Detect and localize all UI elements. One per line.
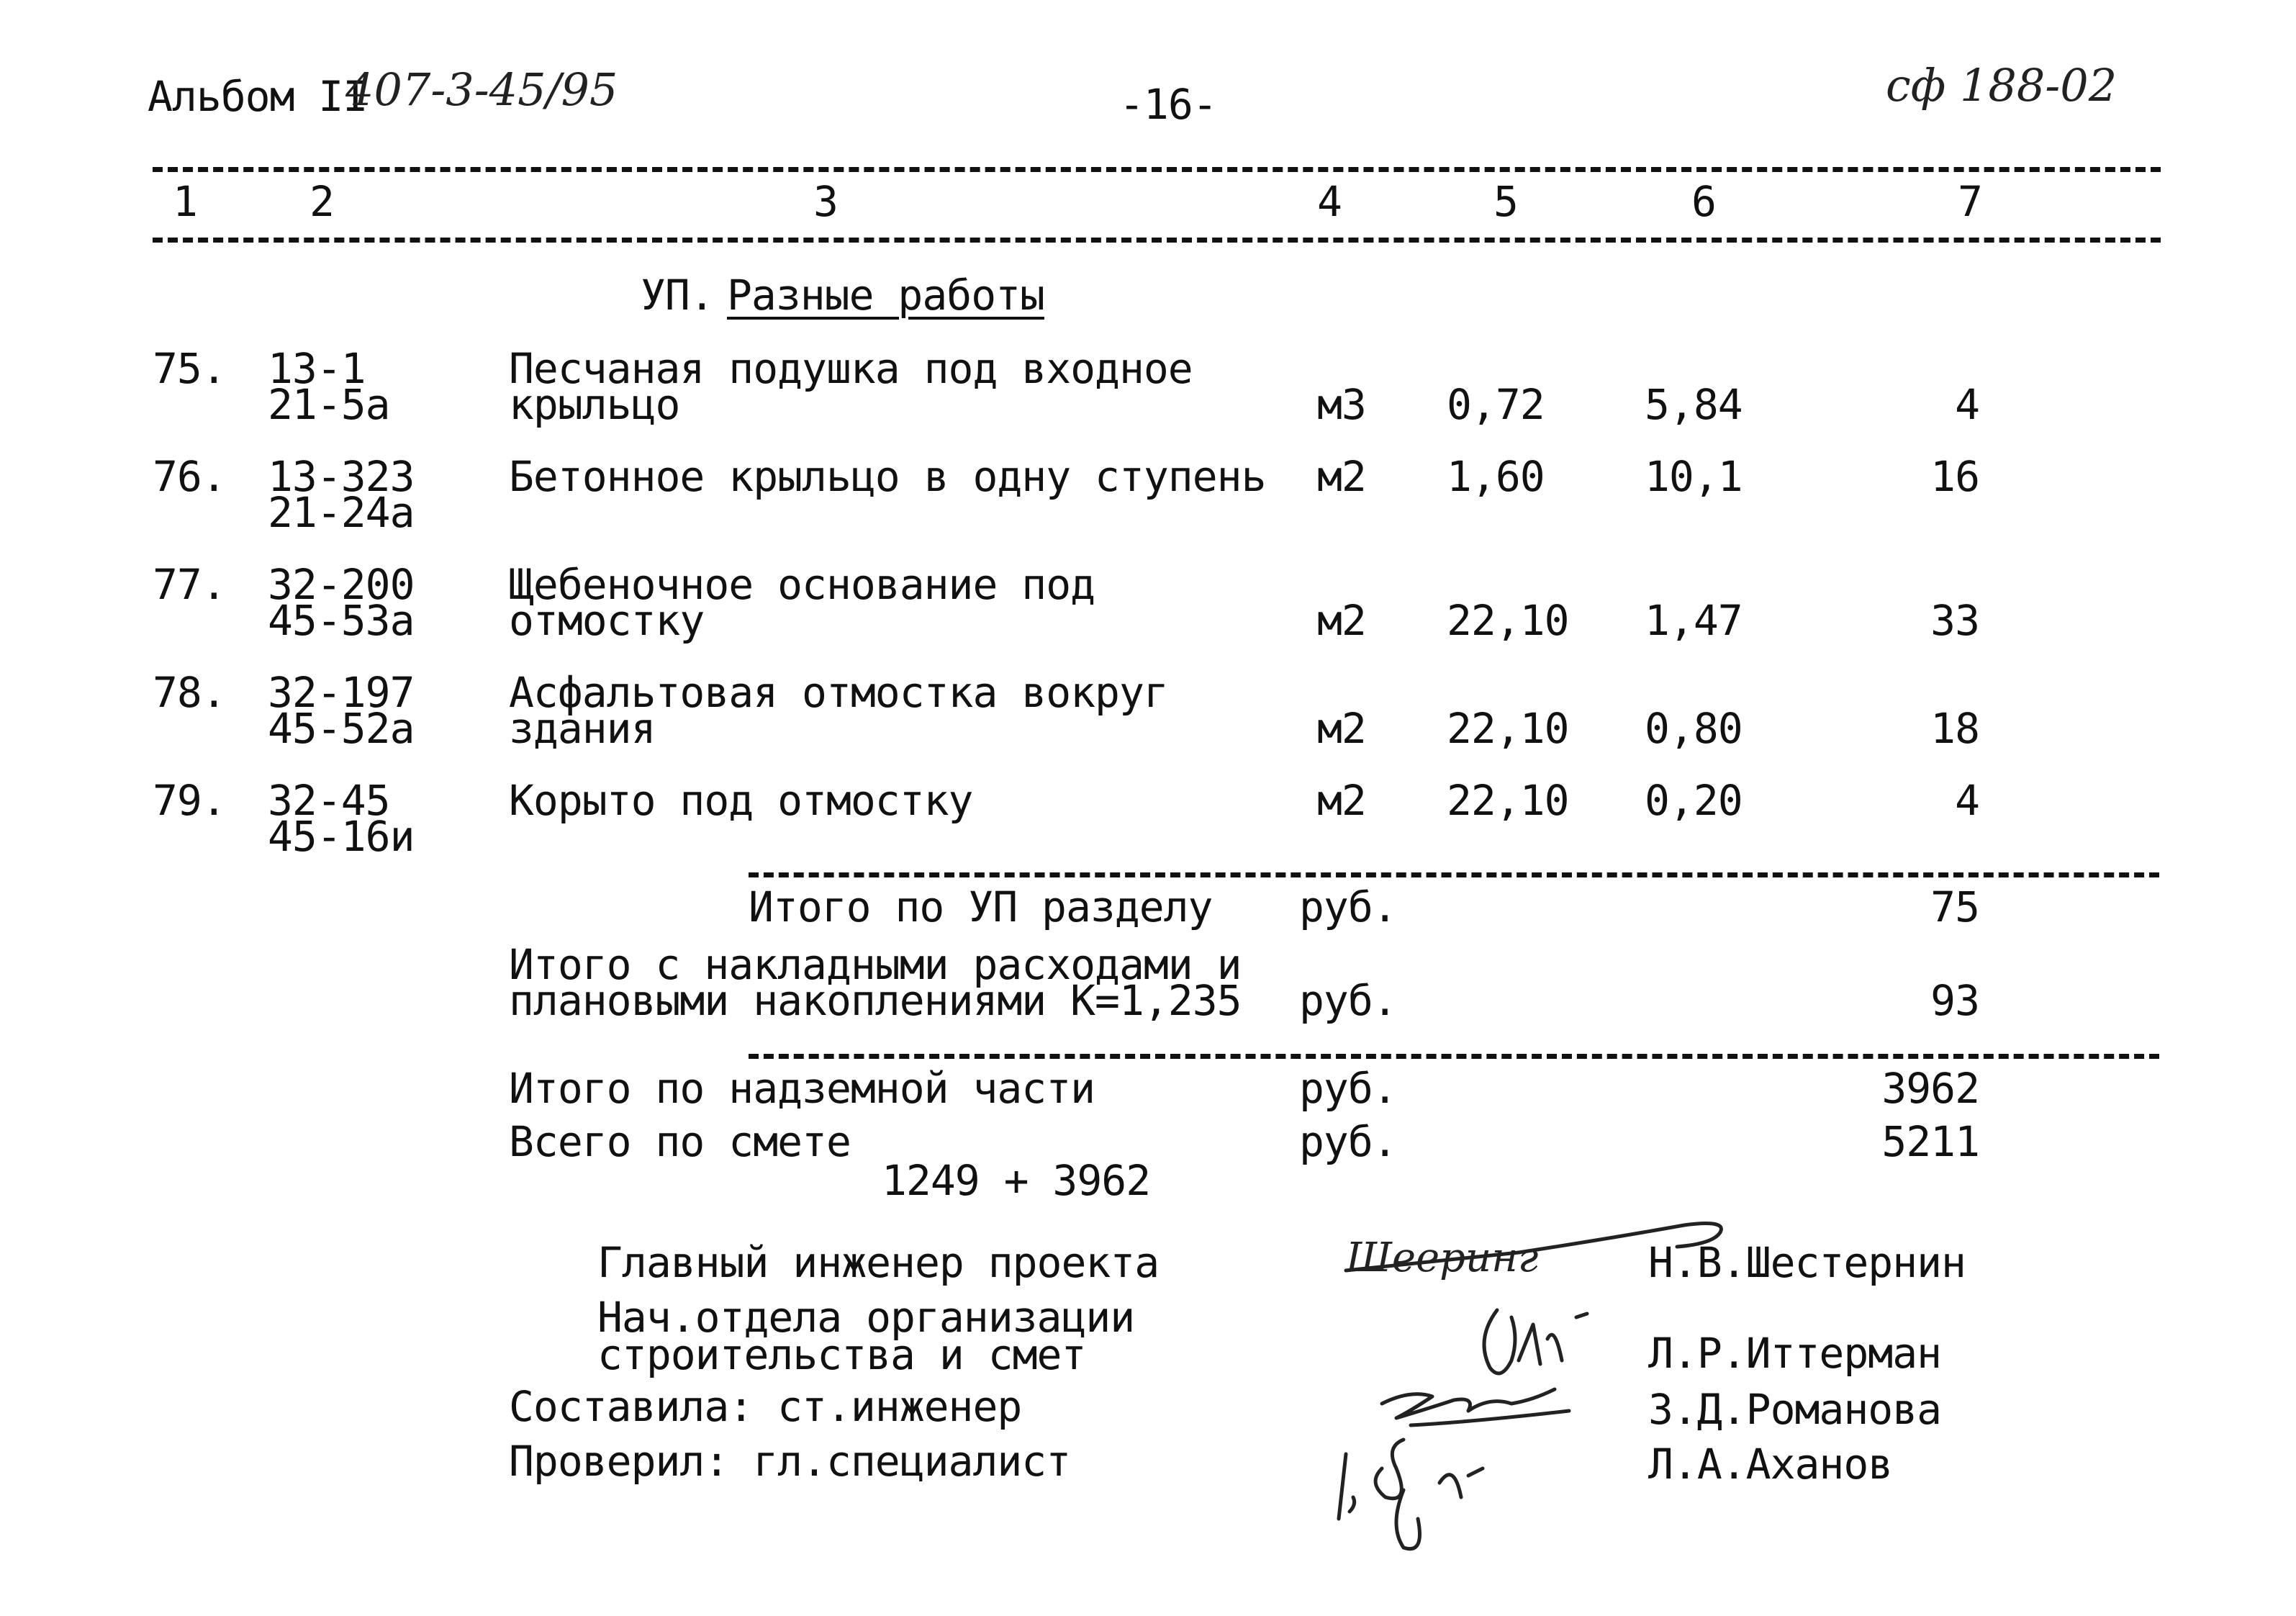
- dept-head-title: Нач.отдела организации: [597, 1293, 1135, 1342]
- column-header-4: 4: [1317, 177, 1342, 226]
- overhead-total-unit: руб.: [1299, 976, 1397, 1025]
- totals-top-rule: [749, 872, 2159, 877]
- row-unit-price: 5,84: [1645, 380, 1743, 429]
- checked-by-signature: [1317, 1425, 1547, 1569]
- chief-engineer-handwriting: Шееринг: [1346, 1234, 1539, 1281]
- section-prefix: УП.: [641, 271, 714, 320]
- row-code: 13-323: [268, 452, 415, 501]
- section-title: Разные работы: [727, 271, 1044, 320]
- row-total: 4: [1955, 776, 1979, 825]
- row-code: 32-197: [268, 668, 415, 717]
- grand-total-label: Всего по смете: [509, 1117, 851, 1166]
- row-quantity: 1,60: [1447, 452, 1545, 501]
- row-number: 75.: [153, 344, 226, 393]
- row-description: Бетонное крыльцо в одну ступень: [509, 452, 1266, 501]
- row-unit: м2: [1317, 776, 1366, 825]
- row-quantity: 22,10: [1447, 596, 1569, 645]
- row-description-cont: отмостку: [509, 596, 705, 645]
- row-code: 32-45: [268, 776, 390, 825]
- row-description: Асфальтовая отмостка вокруг: [509, 668, 1168, 717]
- column-header-5: 5: [1493, 177, 1518, 226]
- row-unit-price: 0,20: [1645, 776, 1743, 825]
- row-code-secondary: 45-53а: [268, 596, 415, 645]
- row-total: 33: [1930, 596, 1979, 645]
- row-number: 78.: [153, 668, 226, 717]
- row-number: 79.: [153, 776, 226, 825]
- header-bottom-rule: [153, 238, 2161, 243]
- row-code: 32-200: [268, 560, 415, 609]
- row-code-secondary: 21-24а: [268, 488, 415, 537]
- row-description-cont: здания: [509, 704, 656, 753]
- row-total: 4: [1955, 380, 1979, 429]
- dept-head-name: Л.Р.Иттерман: [1648, 1329, 1942, 1378]
- row-description: Песчаная подушка под входное: [509, 344, 1193, 393]
- above-ground-total-value: 3962: [1881, 1064, 1979, 1113]
- row-code-secondary: 21-5а: [268, 380, 390, 429]
- row-unit: м2: [1317, 452, 1366, 501]
- row-quantity: 0,72: [1447, 380, 1545, 429]
- row-unit-price: 0,80: [1645, 704, 1743, 753]
- checked-by-name: Л.А.Аханов: [1648, 1440, 1893, 1489]
- row-unit: м3: [1317, 380, 1366, 429]
- totals-middle-rule: [749, 1054, 2159, 1059]
- grand-total-formula: 1249 + 3962: [882, 1156, 1151, 1205]
- album-label: Альбом II: [148, 72, 368, 121]
- section-total-label: Итого по УП разделу: [749, 883, 1213, 931]
- album-code: 407-3-45/95: [345, 63, 618, 116]
- row-total: 18: [1930, 704, 1979, 753]
- overhead-total-value: 93: [1930, 976, 1979, 1025]
- row-total: 16: [1930, 452, 1979, 501]
- row-quantity: 22,10: [1447, 704, 1569, 753]
- page-number: -16-: [1119, 80, 1217, 129]
- row-unit-price: 10,1: [1645, 452, 1743, 501]
- row-unit-price: 1,47: [1645, 596, 1743, 645]
- grand-total-value: 5211: [1881, 1117, 1979, 1166]
- section-total-value: 75: [1930, 883, 1979, 931]
- section-total-unit: руб.: [1299, 883, 1397, 931]
- chief-engineer-name: Н.В.Шестернин: [1648, 1238, 1966, 1287]
- checked-by-title: Проверил: гл.специалист: [509, 1437, 1071, 1486]
- sheet-code: сф 188-02: [1886, 59, 2118, 112]
- column-header-6: 6: [1691, 177, 1716, 226]
- dept-head-title-cont: строительства и смет: [597, 1330, 1086, 1379]
- row-code-secondary: 45-52а: [268, 704, 415, 753]
- compiled-by-title: Составила: ст.инженер: [509, 1382, 1022, 1431]
- row-description: Щебеночное основание под: [509, 560, 1095, 609]
- row-number: 77.: [153, 560, 226, 609]
- row-code: 13-1: [268, 344, 366, 393]
- column-header-7: 7: [1958, 177, 1982, 226]
- column-header-2: 2: [309, 177, 334, 226]
- row-quantity: 22,10: [1447, 776, 1569, 825]
- overhead-total-label: Итого с накладными расходами и: [509, 940, 1242, 989]
- row-unit: м2: [1317, 596, 1366, 645]
- column-header-1: 1: [173, 177, 197, 226]
- header-top-rule: [153, 167, 2161, 172]
- chief-engineer-title: Главный инженер проекта: [597, 1238, 1160, 1287]
- row-code-secondary: 45-16и: [268, 812, 415, 861]
- grand-total-unit: руб.: [1299, 1117, 1397, 1166]
- compiled-by-name: З.Д.Романова: [1648, 1385, 1942, 1434]
- column-header-3: 3: [813, 177, 838, 226]
- row-description: Корыто под отмостку: [509, 776, 973, 825]
- overhead-total-label-cont: плановыми накоплениями К=1,235: [509, 976, 1242, 1025]
- above-ground-total-unit: руб.: [1299, 1064, 1397, 1113]
- row-number: 76.: [153, 452, 226, 501]
- above-ground-total-label: Итого по надземной части: [509, 1064, 1095, 1113]
- row-description-cont: крыльцо: [509, 380, 680, 429]
- row-unit: м2: [1317, 704, 1366, 753]
